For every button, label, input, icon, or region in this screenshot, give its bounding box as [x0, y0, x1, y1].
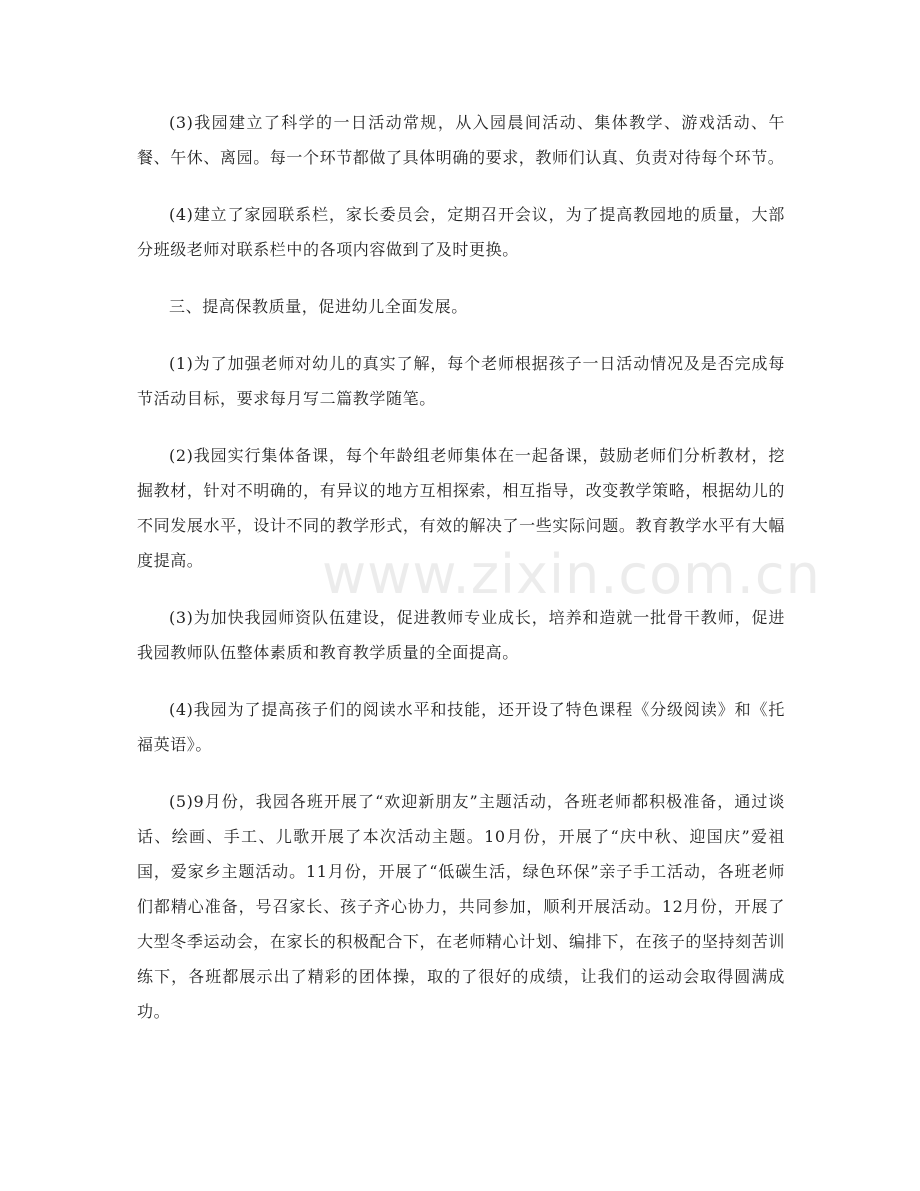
paragraph-routine: (3)我园建立了科学的一日活动常规，从入园晨间活动、集体教学、游戏活动、午餐、午休、离园。每一个环节都做了具体明确的要求，教师们认真、负责对待每个环节。	[137, 113, 785, 167]
paragraph-home-contact: (4)建立了家园联系栏，家长委员会，定期召开会议，为了提高教园地的质量，大部分班级老师对联系栏中的各项内容做到了及时更换。	[137, 205, 785, 259]
document-body	[137, 105, 821, 1029]
paragraph-collective-prep: (2)我园实行集体备课，每个年龄组老师集体在一起备课，鼓励老师们分析教材，挖掘教材，针对不明确的，有异议的地方互相探索，相互指导，改变教学策略，根据幼儿的不同发展水平，设计不同的教学形式，有效的解决了一些实际问题。教育教学水平有大幅度提高。	[137, 446, 785, 570]
paragraph-teaching-notes: (1)为了加强老师对幼儿的真实了解，每个老师根据孩子一日活动情况及是否完成每节活动目标，要求每月写二篇教学随笔。	[137, 354, 785, 408]
paragraph-monthly-activities: (5)9月份，我园各班开展了“欢迎新朋友”主题活动，各班老师都积极准备，通过谈话、绘画、手工、儿歌开展了本次活动主题。10月份，开展了“庆中秋、迎国庆”爱祖国，爱家乡主题活动。11月份，开展了“低碳生活，绿色环保”亲子手工活动，各班老师们都精心准备，号召家长、孩子齐心协力，共同参加，顺利开展活动。12月份，开展了大型冬季运动会，在家长的积极配合下，在老师精心计划、编排下，在孩子的坚持刻苦训练下，各班都展示出了精彩的团体操，取的了很好的成绩，让我们的运动会取得圆满成功。	[137, 792, 785, 1021]
paragraph-reading-courses: (4)我园为了提高孩子们的阅读水平和技能，还开设了特色课程《分级阅读》和《托福英语》。	[137, 700, 785, 754]
section-heading-quality: 三、提高保教质量，促进幼儿全面发展。	[169, 297, 468, 316]
watermark: www.zixin.com.cn	[322, 543, 821, 606]
paragraph-staff-building: (3)为加快我园师资队伍建设，促进教师专业成长，培养和造就一批骨干教师，促进我园教师队伍整体素质和教育教学质量的全面提高。	[137, 608, 785, 662]
